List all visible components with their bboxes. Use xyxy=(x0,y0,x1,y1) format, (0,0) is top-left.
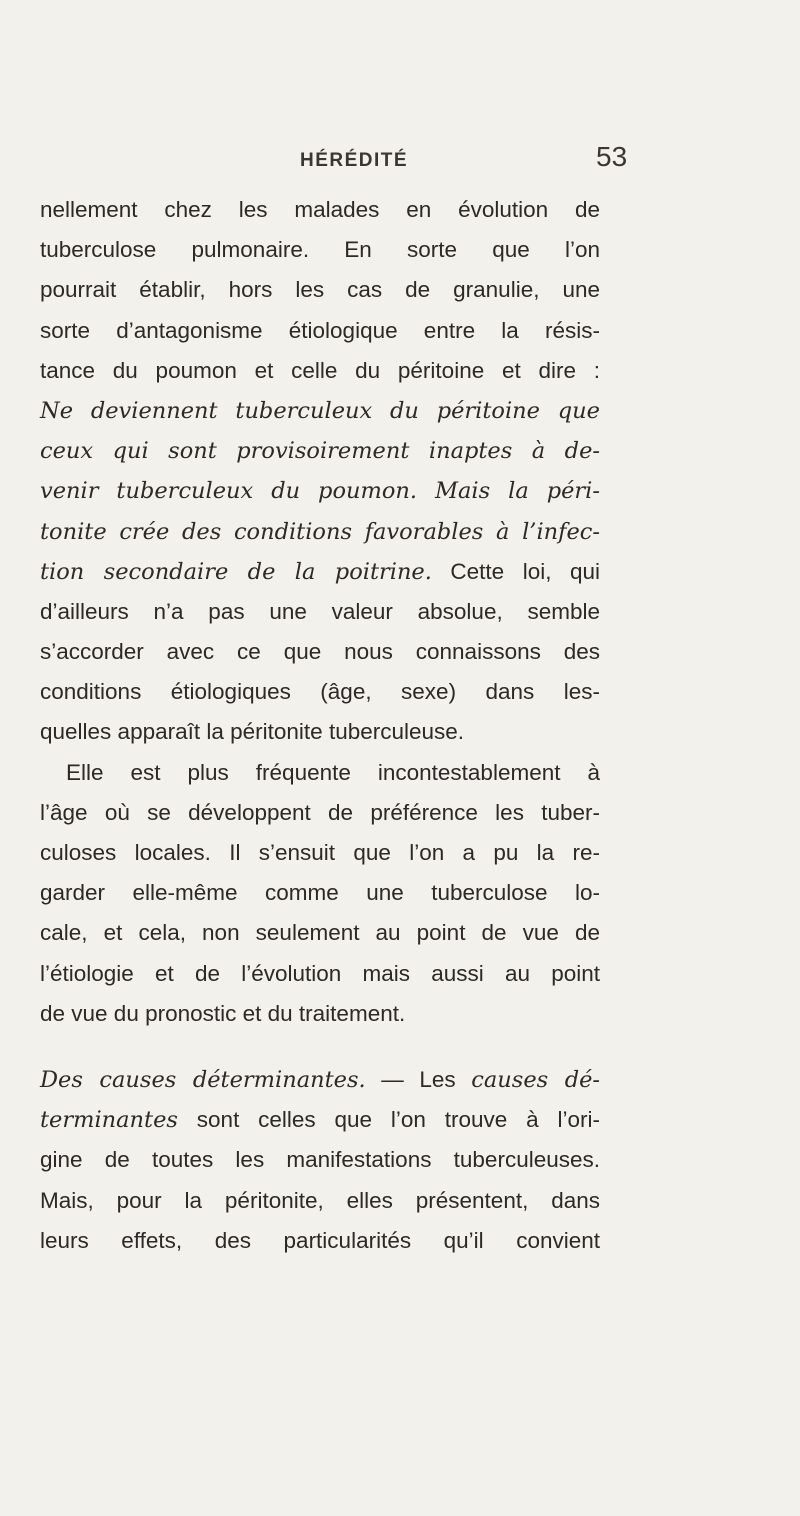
text-line xyxy=(40,431,600,471)
section-gap xyxy=(40,1034,600,1060)
text-span: tuberculose pulmonaire. En sorte que l’on xyxy=(40,237,600,263)
text-line xyxy=(40,994,600,1034)
italic-text: tion secondaire de la poitrine. xyxy=(40,558,432,585)
paragraph-2 xyxy=(40,753,600,1034)
text-line xyxy=(40,913,600,953)
text-line xyxy=(40,311,600,351)
paragraph-3 xyxy=(40,1060,600,1261)
text-span: culoses locales. Il s’ensuit que l’on a pu la re- xyxy=(40,840,600,865)
text-span: Cette loi, qui xyxy=(431,558,600,584)
text-line xyxy=(40,1060,600,1100)
paragraph-1 xyxy=(40,190,600,753)
italic-text: venir tuberculeux du poumon. Mais la péri- xyxy=(40,478,600,505)
italic-text: tonite crée des conditions favorables à l’infec- xyxy=(40,518,600,545)
italic-text: Des causes déterminantes. xyxy=(40,1066,366,1093)
text-span: l’étiologie et de l’évolution mais aussi au point xyxy=(40,960,600,986)
italic-text: Ne deviennent tuberculeux du péritoine que xyxy=(40,397,600,424)
text-line xyxy=(40,512,600,552)
text-line xyxy=(40,351,600,391)
text-line xyxy=(40,833,600,873)
italic-text: terminantes xyxy=(40,1107,178,1134)
text-span: s’accorder avec ce que nous connaissons des xyxy=(40,639,600,665)
text-line xyxy=(40,230,600,270)
text-span: pourrait établir, hors les cas de granulie, une xyxy=(40,277,600,303)
text-span: Mais, pour la péritonite, elles présentent, dans xyxy=(40,1187,600,1213)
text-line xyxy=(40,190,600,230)
text-span: gine de toutes les manifestations tuberculeuses. xyxy=(40,1147,600,1173)
text-line xyxy=(40,1221,600,1261)
text-line xyxy=(40,712,600,752)
text-span: sont celles que l’on trouve à l’ori- xyxy=(177,1107,600,1133)
page-number: 53 xyxy=(596,141,628,172)
text-span: quelles apparaît la péritonite tuberculeuse. xyxy=(40,719,465,745)
text-span: leurs effets, des particularités qu’il convient xyxy=(40,1227,600,1253)
text-span: — Les xyxy=(365,1066,472,1092)
italic-text: causes dé- xyxy=(471,1066,601,1093)
text-line xyxy=(40,632,600,672)
text-line xyxy=(40,753,600,793)
text-span: conditions étiologiques (âge, sexe) dans les- xyxy=(40,679,600,705)
body-text xyxy=(40,190,600,1261)
text-line xyxy=(40,270,600,310)
text-line xyxy=(40,592,600,632)
running-title: HÉRÉDITÉ xyxy=(300,150,409,171)
text-line xyxy=(40,1140,600,1180)
text-line xyxy=(40,1181,600,1221)
text-span: cale, et cela, non seulement au point de vue de xyxy=(40,920,600,946)
text-span: Elle est plus fréquente incontestablement à xyxy=(66,759,600,785)
italic-text: ceux qui sont provisoirement inaptes à de- xyxy=(40,438,600,465)
text-line xyxy=(40,793,600,833)
text-span: garder elle-même comme une tuberculose lo- xyxy=(40,880,600,906)
text-span: l’âge où se développent de préférence les tuber- xyxy=(40,799,600,825)
text-line xyxy=(40,552,600,592)
text-line xyxy=(40,471,600,511)
text-line xyxy=(40,672,600,712)
text-line xyxy=(40,954,600,994)
text-span: sorte d’antagonisme étiologique entre la résis- xyxy=(40,317,600,343)
text-span: tance du poumon et celle du péritoine et dire : xyxy=(40,357,600,383)
text-line xyxy=(40,391,600,431)
text-span: de vue du pronostic et du traitement. xyxy=(40,1000,406,1026)
text-span: nellement chez les malades en évolution de xyxy=(40,197,600,222)
text-span: d’ailleurs n’a pas une valeur absolue, semble xyxy=(40,598,600,624)
text-line xyxy=(40,1100,600,1140)
text-line xyxy=(40,873,600,913)
